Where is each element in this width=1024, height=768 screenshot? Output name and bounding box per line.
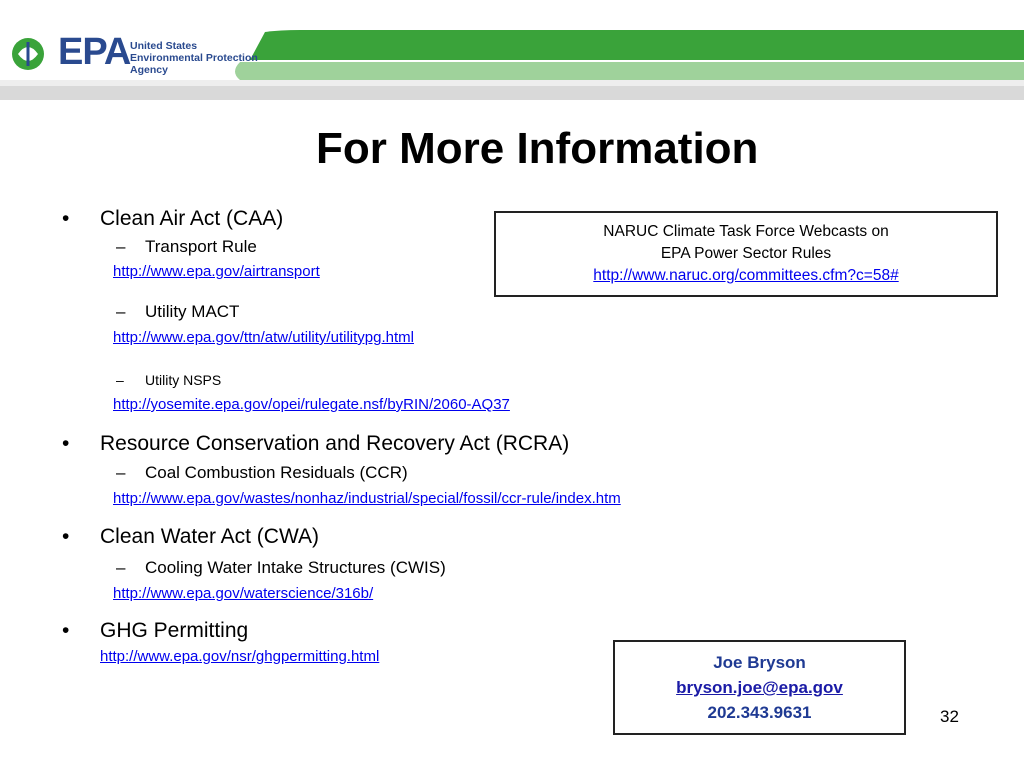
sub-utility-mact: – Utility MACT <box>116 302 240 321</box>
link-transport-rule[interactable]: http://www.epa.gov/airtransport <box>113 263 320 280</box>
bullet-label: Clean Air Act (CAA) <box>100 207 284 230</box>
link-ghg[interactable]: http://www.epa.gov/nsr/ghgpermitting.html <box>100 648 380 665</box>
naruc-link[interactable]: http://www.naruc.org/committees.cfm?c=58# <box>593 267 899 284</box>
contact-name: Joe Bryson <box>713 653 806 672</box>
link-utility-nsps[interactable]: http://yosemite.epa.gov/opei/rulegate.nsf/byRIN/2060-AQ37 <box>113 396 510 413</box>
page-number: 32 <box>940 707 959 726</box>
bullet-rcra: • Resource Conservation and Recovery Act (RCRA) <box>62 432 570 455</box>
contact-email-link[interactable]: bryson.joe@epa.gov <box>676 678 843 697</box>
sub-utility-nsps: – Utility NSPS <box>116 372 222 388</box>
slide-title: For More Information <box>316 124 759 173</box>
naruc-line-2: EPA Power Sector Rules <box>660 245 832 262</box>
agency-line-1: United States <box>130 40 198 52</box>
bullet-label: GHG Permitting <box>100 619 249 642</box>
naruc-line-1: NARUC Climate Task Force Webcasts on <box>603 223 889 240</box>
link-ccr[interactable]: http://www.epa.gov/wastes/nonhaz/industrial/special/fossil/ccr-rule/index.htm <box>113 490 621 507</box>
sub-ccr: – Coal Combustion Residuals (CCR) <box>116 463 408 482</box>
sub-cwis: – Cooling Water Intake Structures (CWIS) <box>116 558 446 577</box>
epa-flower-icon <box>8 34 64 74</box>
bullet-caa: • Clean Air Act (CAA) <box>62 207 284 230</box>
sub-label: Transport Rule <box>145 237 257 256</box>
sub-label: Coal Combustion Residuals (CCR) <box>145 463 408 482</box>
bullet-cwa: • Clean Water Act (CWA) <box>62 525 319 548</box>
naruc-webcast-box <box>494 211 998 297</box>
sub-transport-rule: – Transport Rule <box>116 237 257 256</box>
contact-box <box>613 640 906 735</box>
sub-label: Cooling Water Intake Structures (CWIS) <box>145 558 446 577</box>
sub-label: Utility MACT <box>145 302 240 321</box>
agency-name <box>130 40 258 76</box>
link-cwis[interactable]: http://www.epa.gov/waterscience/316b/ <box>113 585 374 602</box>
bullet-label: Clean Water Act (CWA) <box>100 525 319 548</box>
bullet-ghg: • GHG Permitting <box>62 619 249 642</box>
agency-line-3: Agency <box>130 64 168 76</box>
epa-logo-text: EPA <box>58 31 131 73</box>
sub-label: Utility NSPS <box>145 372 222 388</box>
slide-header <box>0 0 1024 100</box>
link-utility-mact[interactable]: http://www.epa.gov/ttn/atw/utility/utilitypg.html <box>113 329 414 346</box>
bullet-label: Resource Conservation and Recovery Act (RCRA) <box>100 432 570 455</box>
contact-phone: 202.343.9631 <box>707 703 812 722</box>
agency-line-2: Environmental Protection <box>130 52 258 64</box>
